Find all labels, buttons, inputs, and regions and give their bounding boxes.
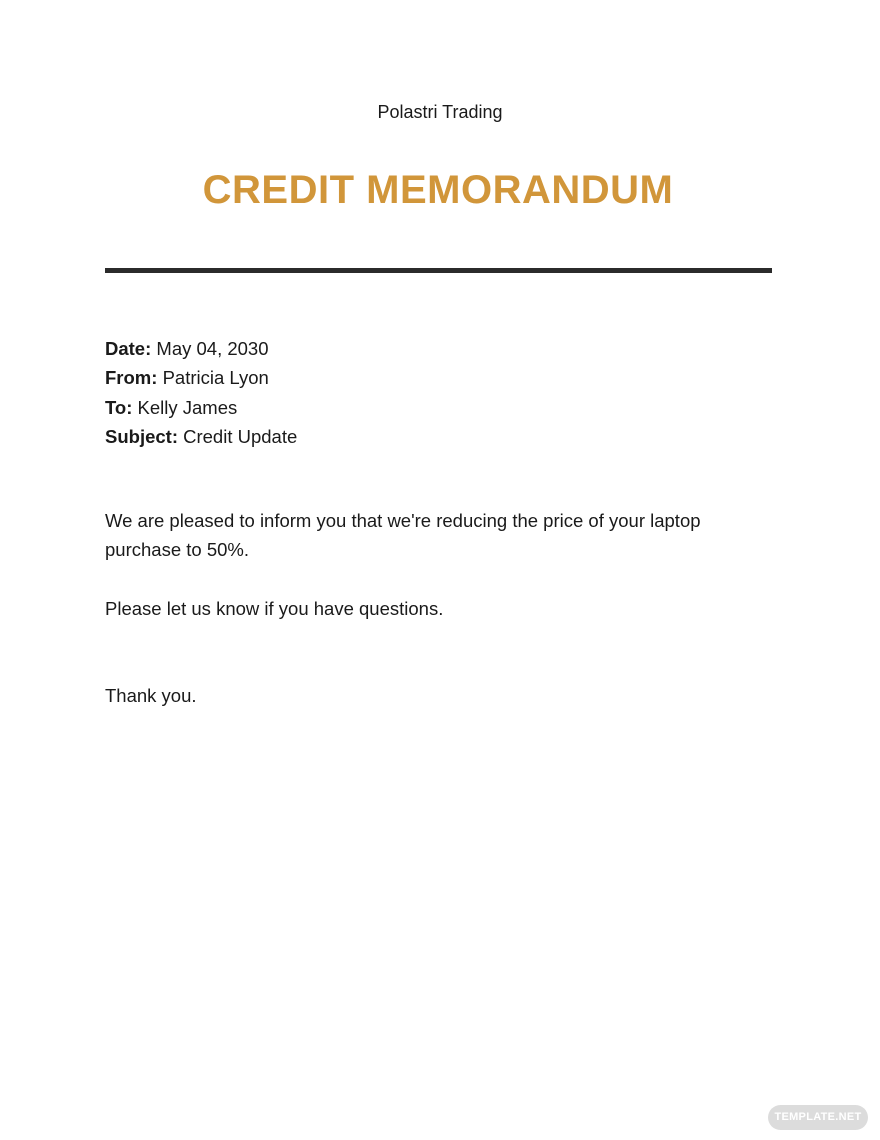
meta-label: From: <box>105 367 158 389</box>
meta-from <box>105 363 297 392</box>
company-name: Polastri Trading <box>377 102 503 122</box>
closing: Thank you. <box>105 685 197 706</box>
meta-value: Credit Update <box>183 425 298 447</box>
meta-label: Subject: <box>105 425 178 447</box>
meta-value: May 04, 2030 <box>156 338 269 359</box>
meta-label: To: <box>105 396 133 418</box>
memo-header <box>105 334 297 451</box>
divider <box>105 268 772 273</box>
document-title: CREDIT MEMORANDUM <box>202 168 674 212</box>
meta-to <box>105 393 297 422</box>
meta-value: Kelly James <box>137 396 238 418</box>
body-paragraph: Please let us know if you have questions. <box>105 598 444 619</box>
watermark-badge: TEMPLATE.NET <box>768 1105 868 1130</box>
meta-subject <box>105 422 297 451</box>
meta-label: Date: <box>105 338 152 359</box>
body-paragraph: We are pleased to inform you that we're reducing the price of your laptop purchase to 50%. <box>105 510 701 560</box>
meta-date <box>105 334 297 363</box>
meta-value: Patricia Lyon <box>162 367 269 389</box>
